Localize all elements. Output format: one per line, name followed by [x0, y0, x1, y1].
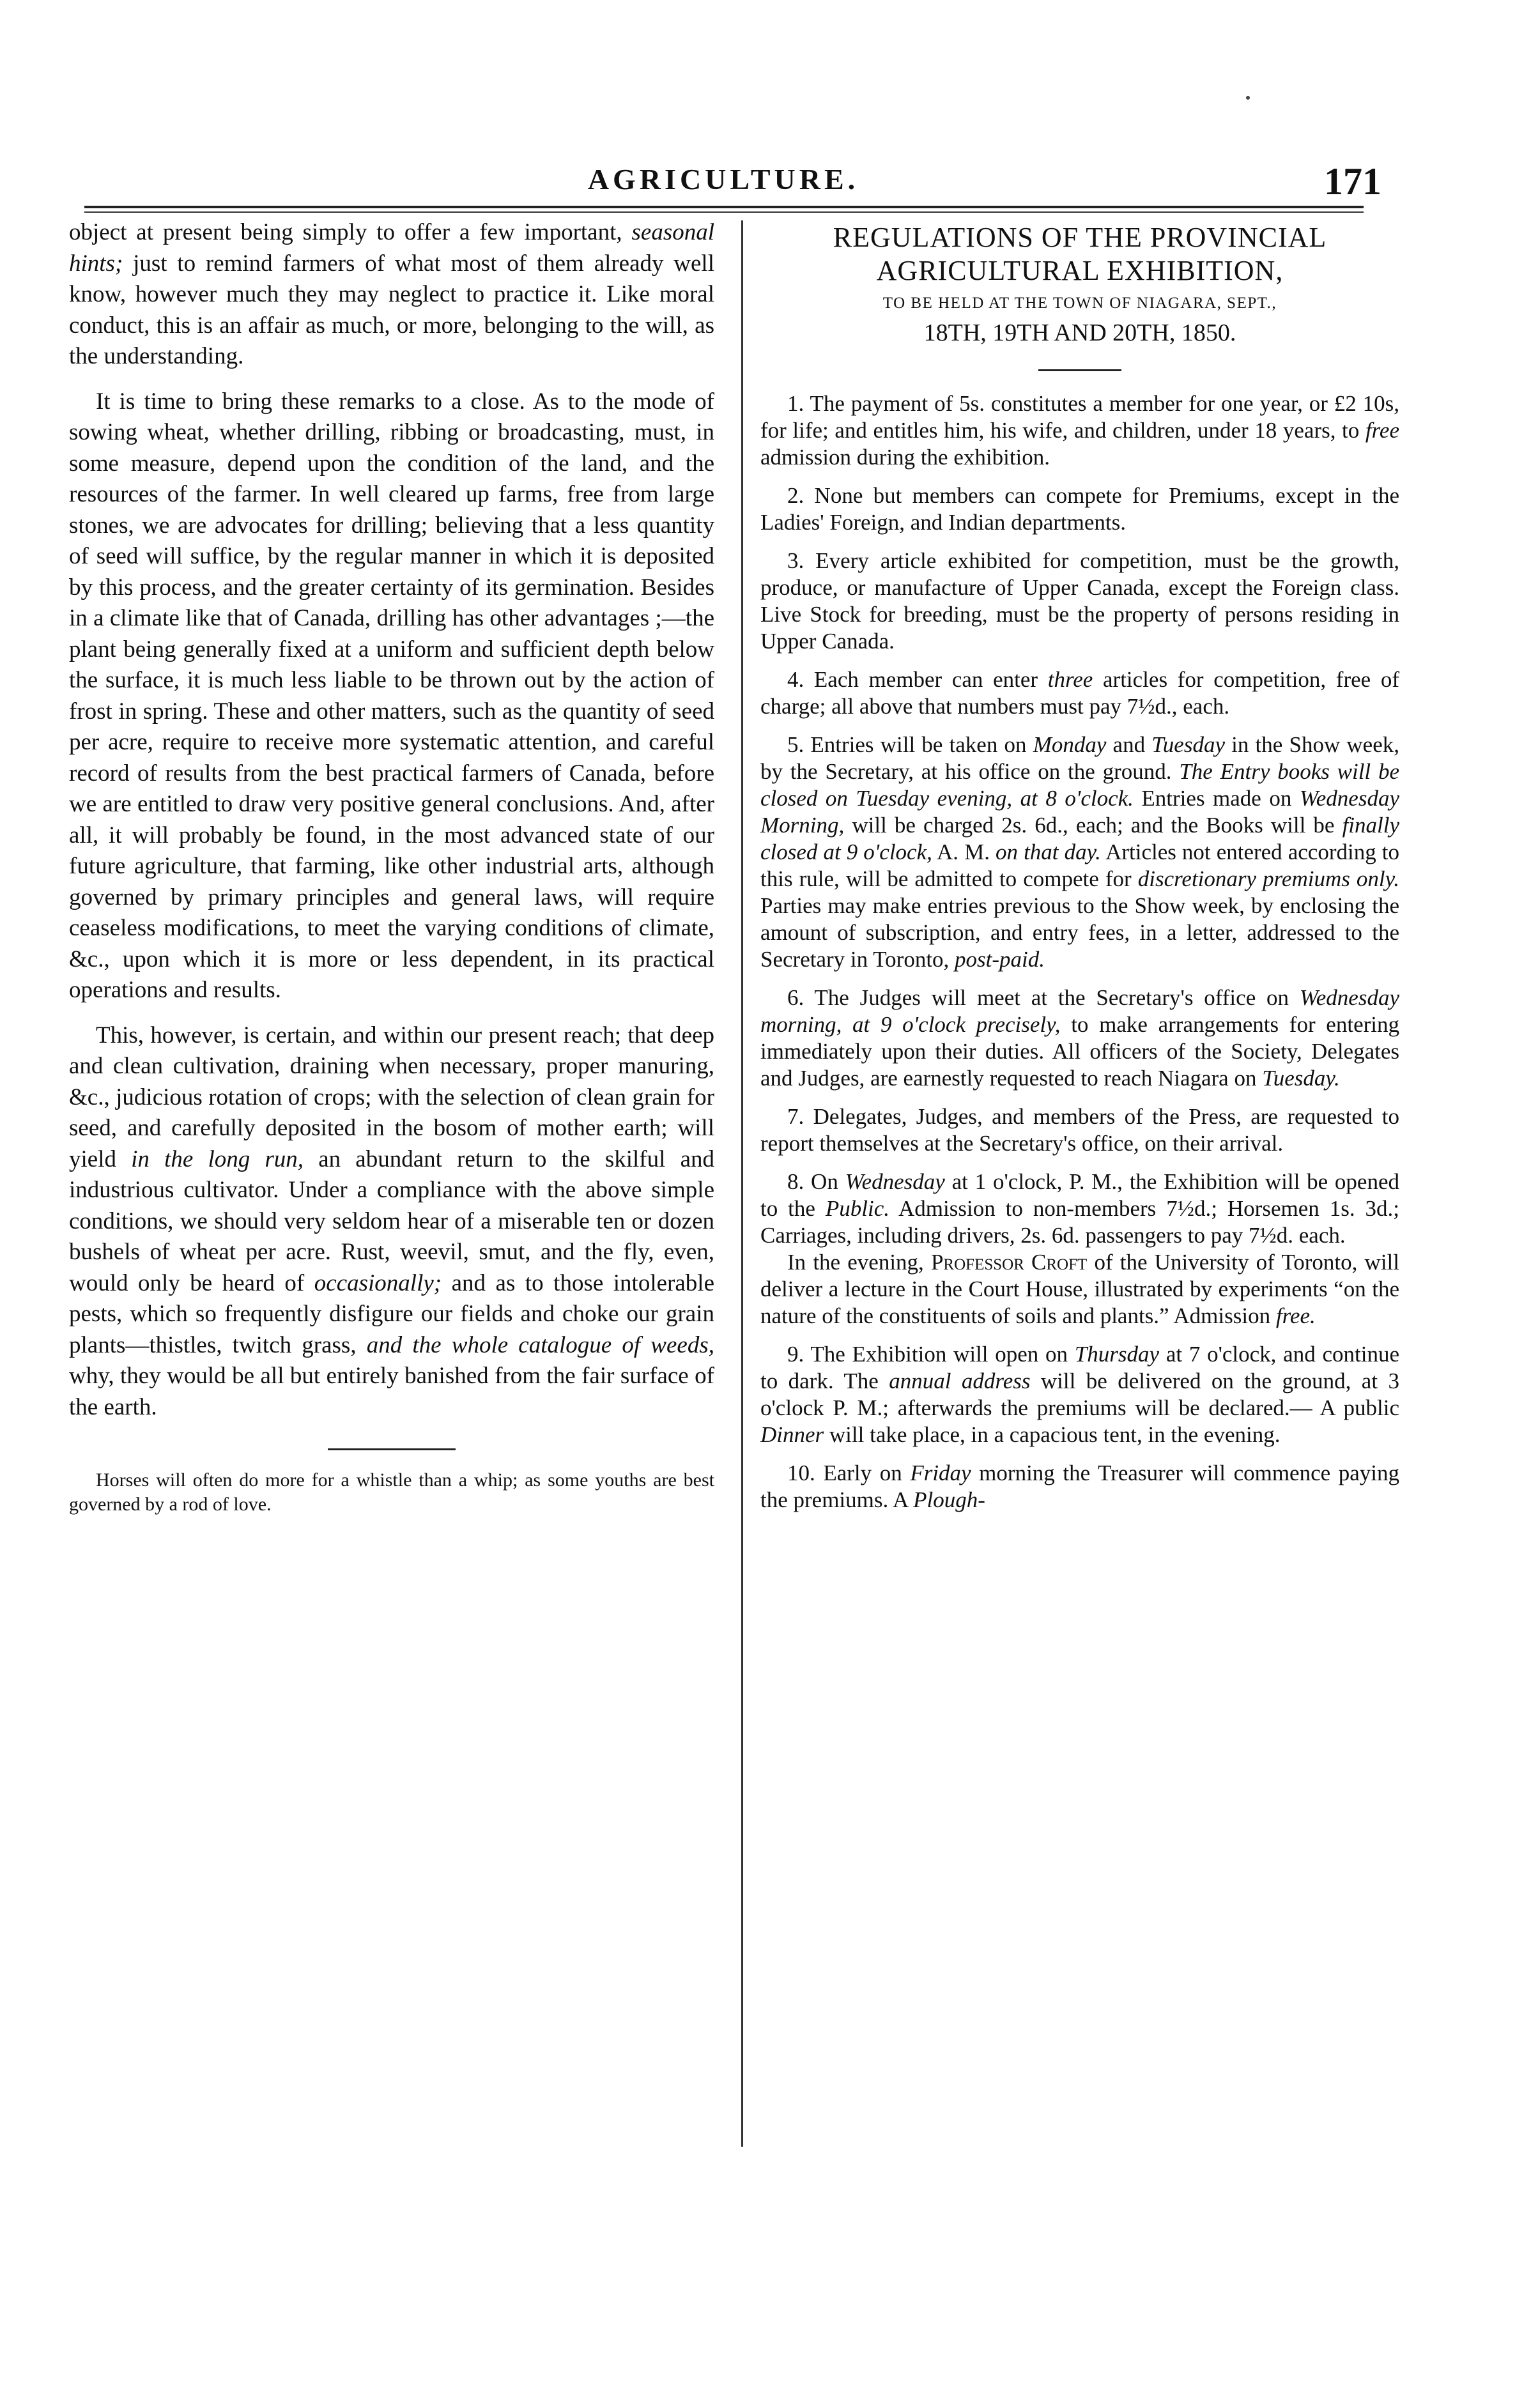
section-rule	[328, 1448, 456, 1450]
right-column	[760, 217, 1399, 1514]
paragraph: It is time to bring these remarks to a close. As to the mode of sowing wheat, whether drilling, ribbing or broadcasting, must, in some measure, depend upon the condition of the land, and the resources of the farmer. In well cleared up farms, free from large stones, we are advocates for drilling; believing that a less quantity of seed will suffice, by the regular manner in which it is deposited by this process, and the greater certainty of its germination. Besides in a climate like that of Canada, drilling has other advantages ;—the plant being generally fixed at a uniform and sufficient depth below the surface, it is much less liable to be thrown out by the action of frost in spring. These and other matters, such as the quantity of seed per acre, require to receive more systematic attention, and careful record of results from the best practical farmers of Canada, before we are entitled to draw very positive general conclusions. And, after all, it will probably be found, in the most advanced state of our future agriculture, that farming, like other industrial arts, although governed by primary principles and general laws, will require ceaseless modifications, to meet the varying conditions of climate, &c., upon which it is more or less dependent, in its practical operations and results.	[69, 388, 714, 1003]
regulation-1: 1. The payment of 5s. constitutes a member for one year, or £2 10s, for life; and entitles him, his wife, and children, under 18 years, to free admission during the exhibition.	[760, 391, 1399, 470]
column-divider	[741, 220, 743, 2147]
regulation-5: 5. Entries will be taken on Monday and Tuesday in the Show week, by the Secretary, at his office on the ground. The Entry books will be closed on Tuesday evening, at 8 o'clock. Entries made on Wednesday Morning, will be charged 2s. 6d., each; and the Books will be finally closed at 9 o'clock, A. M. on that day. Articles not entered according to this rule, will be admitted to compete for discretionary premiums only. Parties may make entries previous to the Show week, by enclosing the amount of subscription, and entry fees, in a letter, addressed to the Secretary in Toronto, post-paid.	[760, 732, 1399, 972]
regulation-7: 7. Delegates, Judges, and members of the Press, are requested to report themselves at the Secretary's office, on their arrival.	[760, 1104, 1399, 1156]
regulation-6: 6. The Judges will meet at the Secretary's office on Wednesday morning, at 9 o'clock precisely, to make arrangements for entering immediately upon their duties. All officers of the Society, Delegates and Judges, are earnestly requested to reach Niagara on Tuesday.	[760, 985, 1399, 1091]
ink-speck	[1246, 96, 1250, 100]
page-number: 171	[1324, 160, 1381, 203]
regulation-4: 4. Each member can enter three articles for competition, free of charge; all above that numbers must pay 7½d., each.	[760, 667, 1400, 719]
regulation-8-lecture: In the evening, Professor Croft of the University of Toronto, will deliver a lecture in the Court House, illustrated by experiments “on the nature of the constituents of soils and plants.” Admission free.	[760, 1250, 1399, 1328]
running-title: AGRICULTURE.	[587, 163, 859, 196]
regulation-8: 8. On Wednesday at 1 o'clock, P. M., the Exhibition will be opened to the Public. Admission to non-members 7½d.; Horsemen 1s. 3d.; Carriages, including drivers, 2s. 6d. passengers to pay 7½d. each.	[760, 1169, 1399, 1248]
article-title: REGULATIONS OF THE PROVINCIAL AGRICULTURAL EXHIBITION,	[833, 222, 1327, 286]
footnote: Horses will often do more for a whistle than a whip; as some youths are best governed by a rod of love.	[69, 1469, 714, 1515]
header-rule	[84, 206, 1364, 208]
running-header	[84, 160, 1381, 211]
regulation-10: 10. Early on Friday morning the Treasurer will commence paying the premiums. A Plough-	[760, 1461, 1399, 1512]
header-rule-thin	[84, 211, 1364, 213]
left-column	[69, 217, 714, 1517]
regulation-3: 3. Every article exhibited for competition, must be the growth, produce, or manufacture of Upper Canada, except the Foreign class. Live Stock for breeding, must be the property of persons residing in Upper Canada.	[760, 548, 1399, 654]
paragraph: object at present being simply to offer a few important, seasonal hints; just to remind farmers of what most of them already well know, however much they may neglect to practice it. Like moral conduct, this is an affair as much, or more, belonging to the will, as the understanding.	[69, 219, 714, 369]
article-subtitle: TO BE HELD AT THE TOWN OF NIAGARA, SEPT.,	[882, 295, 1277, 312]
article-dates: 18TH, 19TH AND 20TH, 1850.	[923, 319, 1236, 346]
title-rule	[1038, 369, 1121, 371]
paragraph: This, however, is certain, and within our present reach; that deep and clean cultivation, draining when necessary, proper manuring, &c., judicious rotation of crops; with the selection of clean grain for seed, and carefully deposited in the bosom of mother earth; will yield in the long run, an abundant return to the skilful and industrious cultivator. Under a compliance with the above simple conditions, we should very seldom hear of a miserable ten or dozen bushels of wheat per acre. Rust, weevil, smut, and the fly, even, would only be heard of occasionally; and as to those intolerable pests, which so frequently disfigure our fields and choke our grain plants—thistles, twitch grass, and the whole catalogue of weeds, why, they would be all but entirely banished from the fair surface of the earth.	[69, 1022, 714, 1420]
regulation-2: 2. None but members can compete for Premiums, except in the Ladies' Foreign, and Indian departments.	[760, 483, 1399, 535]
regulation-9: 9. The Exhibition will open on Thursday at 7 o'clock, and continue to dark. The annual address will be delivered on the ground, at 3 o'clock P. M.; afterwards the premiums will be declared.— A public Dinner will take place, in a capacious tent, in the evening.	[760, 1342, 1399, 1447]
